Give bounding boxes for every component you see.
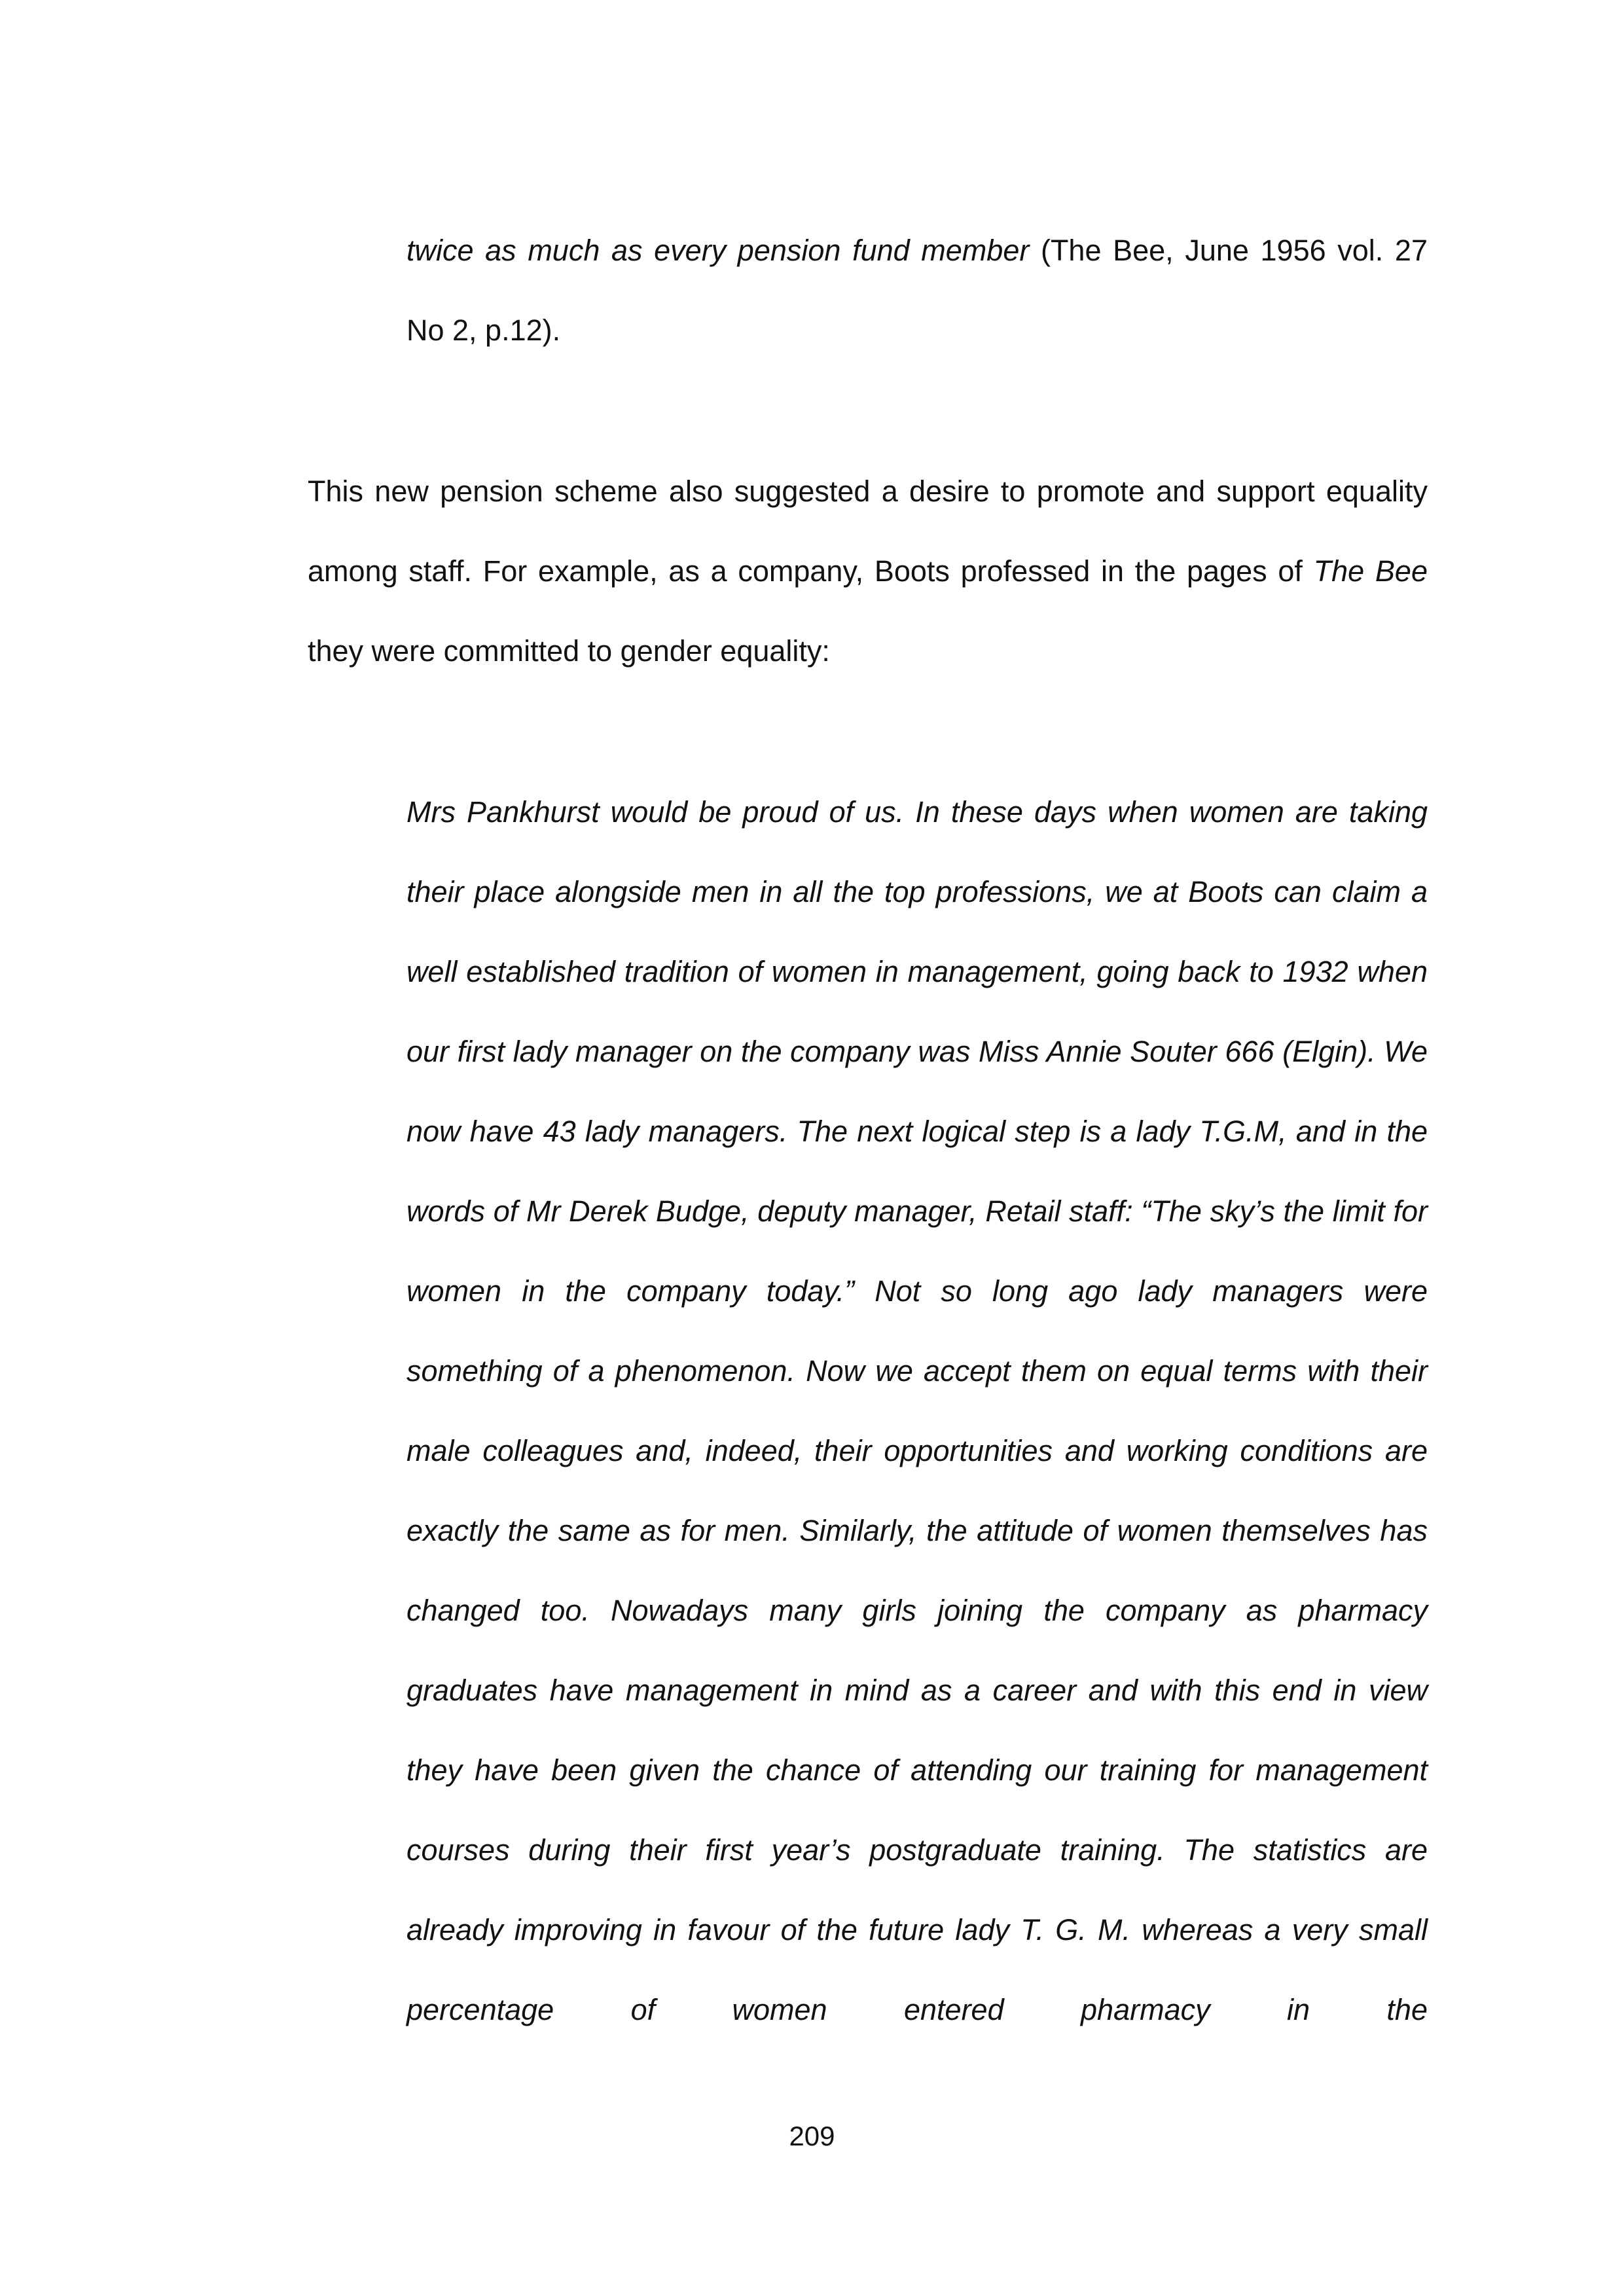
quote-continuation-italic: twice as much as every pension fund member [406, 234, 1030, 267]
quote-continuation [406, 211, 1428, 370]
paragraph-text-after: they were committed to gender equality: [308, 634, 830, 668]
block-quote: Mrs Pankhurst would be proud of us. In these days when women are taking their place alongside men in all the top professions, we at Boots can claim a well established tradition of women in management, going back to 1932 when our first lady manager on the company was Miss Annie Souter 666 (Elgin). We now have 43 lady managers. The next logical step is a lady T.G.M, and in the words of Mr Derek Budge, deputy manager, Retail staff: “The sky’s the limit for women in the company today.” Not so long ago lady managers were something of a phenomenon. Now we accept them on equal terms with their male colleagues and, indeed, their opportunities and working conditions are exactly the same as for men. Similarly, the attitude of women themselves has changed too. Nowadays many girls joining the company as pharmacy graduates have management in mind as a career and with this end in view they have been given the chance of attending our training for management courses during their first year’s postgraduate training. The statistics are already improving in favour of the future lady T. G. M. whereas a very small percentage of women entered pharmacy in the [406, 795, 1428, 2026]
paragraph-text-before: This new pension scheme also suggested a desire to promote and support equality among staff. For example, as a company, Boots professed in the pages of [308, 475, 1428, 588]
publication-title: The Bee [1313, 554, 1428, 588]
quote-citation: (The Bee, June 1956 vol. 27 No 2, p.12). [406, 234, 1428, 347]
page-number: 209 [789, 2121, 835, 2151]
body-paragraph [308, 452, 1428, 691]
